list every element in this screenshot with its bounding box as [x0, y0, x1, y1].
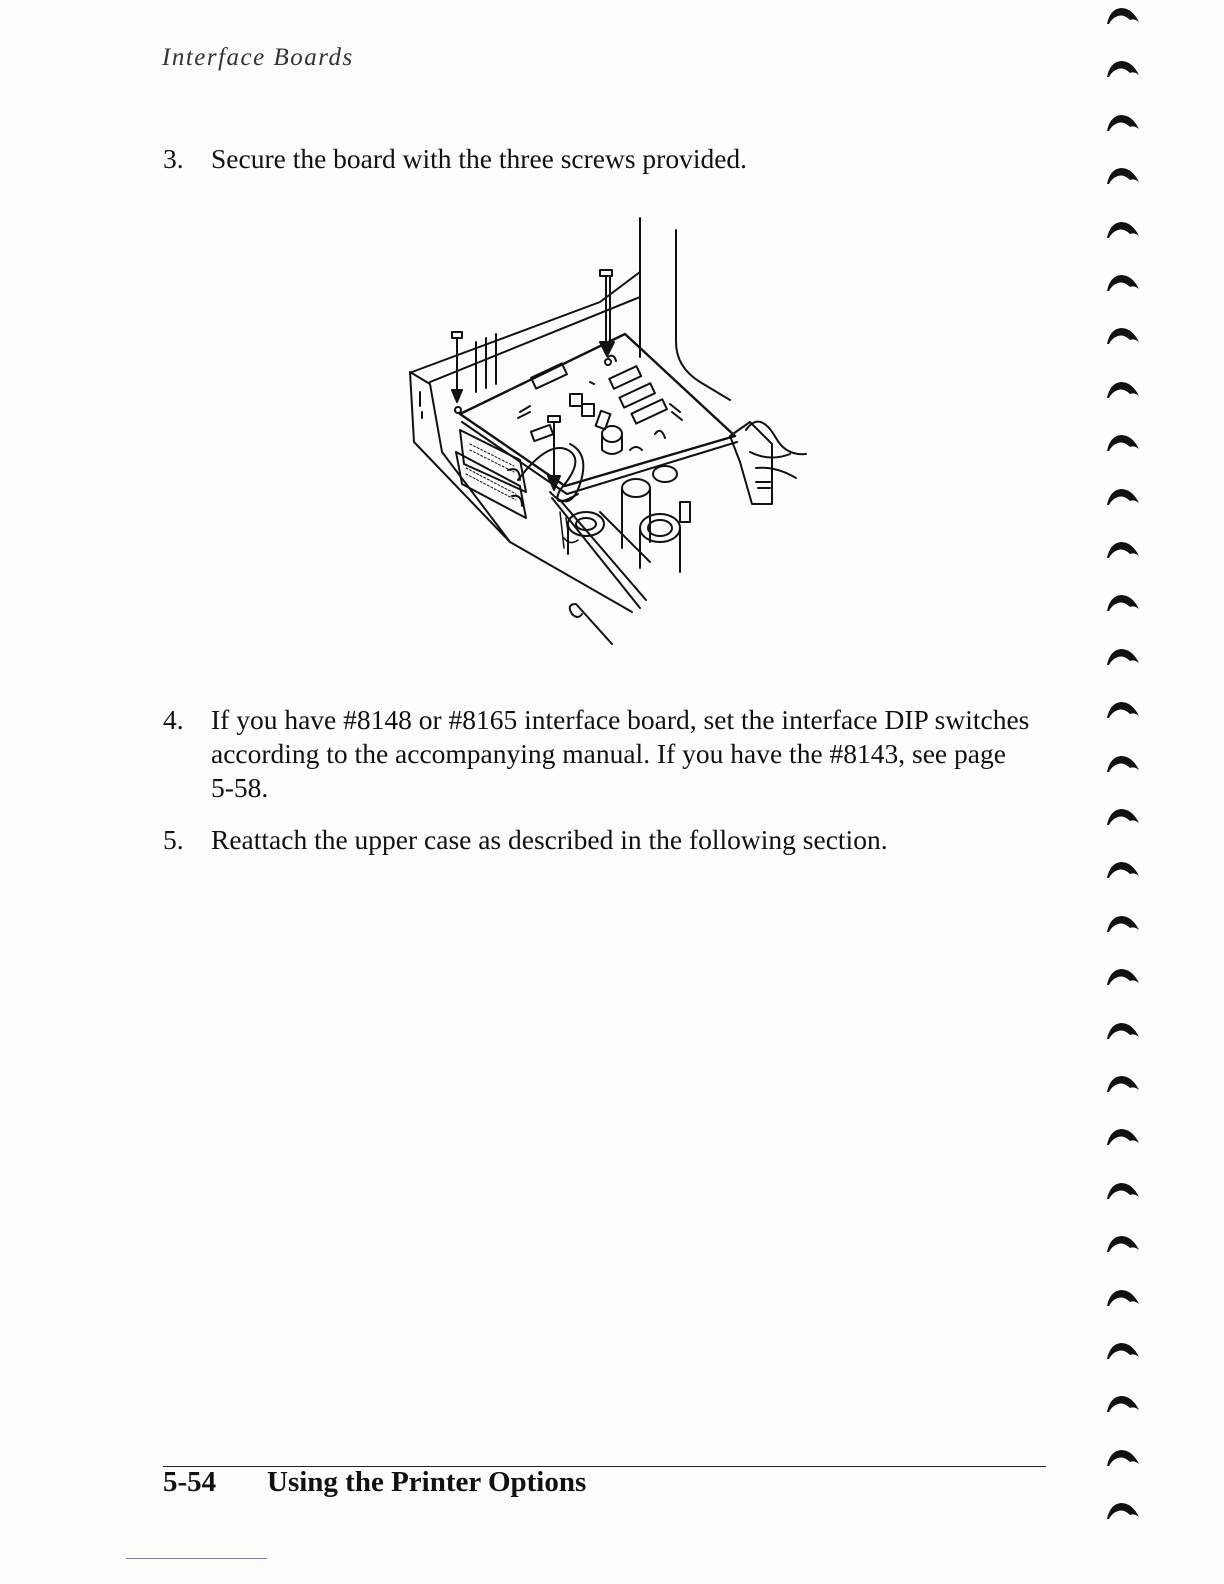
spiral-binding-hole-icon — [1106, 1288, 1140, 1308]
step-text: If you have #8148 or #8165 interface board, set the interface DIP switches according to the accompanying manual. If you have the #8143, see page 5-58. — [211, 704, 1030, 803]
spiral-binding-hole-icon — [1106, 487, 1140, 507]
spiral-binding-hole-icon — [1106, 1448, 1140, 1468]
spiral-binding-hole-icon — [1106, 914, 1140, 934]
spiral-binding-hole-icon — [1106, 273, 1140, 293]
scan-artifact-line — [126, 1558, 267, 1559]
spiral-binding-hole-icon — [1106, 1127, 1140, 1147]
step-4 — [163, 703, 1033, 805]
step-3 — [163, 142, 1033, 176]
spiral-binding-hole-icon — [1106, 593, 1140, 613]
step-number: 3. — [163, 143, 184, 174]
spiral-binding-hole-icon — [1106, 113, 1140, 133]
spiral-binding-hole-icon — [1106, 1501, 1140, 1521]
interface-board-installation-illustration — [400, 212, 810, 652]
step-text: Secure the board with the three screws provided. — [211, 143, 748, 174]
spiral-binding-hole-icon — [1106, 1021, 1140, 1041]
step-text: Reattach the upper case as described in the following section. — [211, 824, 888, 855]
spiral-binding-hole-icon — [1106, 433, 1140, 453]
spiral-binding-hole-icon — [1106, 754, 1140, 774]
spiral-binding-hole-icon — [1106, 967, 1140, 987]
page-number: 5-54 — [163, 1466, 217, 1498]
step-number: 5. — [163, 824, 184, 855]
spiral-binding-hole-icon — [1106, 220, 1140, 240]
spiral-binding-hole-icon — [1106, 326, 1140, 346]
spiral-binding-hole-icon — [1106, 860, 1140, 880]
spiral-binding-hole-icon — [1106, 59, 1140, 79]
spiral-binding-hole-icon — [1106, 1394, 1140, 1414]
spiral-binding-hole-icon — [1106, 540, 1140, 560]
spiral-binding-hole-icon — [1106, 700, 1140, 720]
spiral-binding-hole-icon — [1106, 6, 1140, 26]
spiral-binding-hole-icon — [1106, 647, 1140, 667]
spiral-binding-hole-icon — [1106, 1074, 1140, 1094]
spiral-binding-hole-icon — [1106, 1341, 1140, 1361]
step-number: 4. — [163, 704, 184, 735]
spiral-binding-hole-icon — [1106, 380, 1140, 400]
page-footer — [163, 1466, 586, 1499]
spiral-binding-hole-icon — [1106, 807, 1140, 827]
section-title: Using the Printer Options — [267, 1466, 587, 1498]
running-head: Interface Boards — [162, 44, 354, 71]
spiral-binding-hole-icon — [1106, 1234, 1140, 1254]
step-5 — [163, 823, 1033, 857]
spiral-binding — [1090, 0, 1224, 1584]
spiral-binding-hole-icon — [1106, 166, 1140, 186]
spiral-binding-hole-icon — [1106, 1181, 1140, 1201]
